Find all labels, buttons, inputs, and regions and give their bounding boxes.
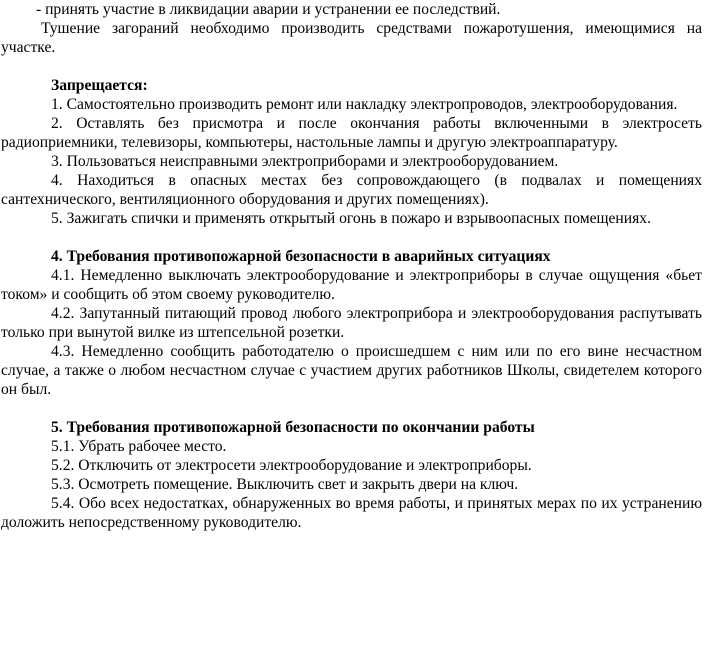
section-5: [1, 418, 702, 532]
section-4-heading: 4. Требования противопожарной безопасности в аварийных ситуациях: [51, 248, 551, 265]
section-5-item-4: 5.4. Обо всех недостатках, обнаруженных во время работы, и принятых мерах по их устранению доложить непосредственному руководителю.: [1, 495, 702, 531]
prohibited-item-5: 5. Зажигать спички и применять открытый огонь в пожаро и взрывоопасных помещениях.: [51, 210, 651, 227]
section-4-item-1: 4.1. Немедленно выключать электрооборудование и электроприборы в случае ощущения «бьет током» и сообщить об этом своему руководителю.: [1, 267, 702, 303]
prohibited-item-2: 2. Оставлять без присмотра и после окончания работы включенными в электросеть радиоприемники, телевизоры, компьютеры, настольные лампы и другую электроаппаратуру.: [1, 115, 702, 151]
intro-line-1: - принять участие в ликвидации аварии и устранении ее последствий.: [36, 1, 501, 18]
section-5-heading: 5. Требования противопожарной безопасности по окончании работы: [51, 419, 535, 436]
prohibited-item-4: 4. Находиться в опасных местах без сопровождающего (в подвалах и помещениях сантехнического, вентиляционного оборудования и других помещениях).: [1, 172, 702, 208]
spacer: [1, 399, 702, 418]
section-4-item-2: 4.2. Запутанный питающий провод любого электроприбора и электрооборудования распутывать только при вынутой вилке из штепсельной розетки.: [1, 305, 702, 341]
section-5-item-3: 5.3. Осмотреть помещение. Выключить свет и закрыть двери на ключ.: [51, 476, 519, 493]
section-5-item-2: 5.2. Отключить от электросети электрооборудование и электроприборы.: [51, 457, 532, 474]
spacer: [1, 57, 702, 76]
prohibited-section: [1, 76, 702, 228]
prohibited-item-3: 3. Пользоваться неисправными электроприборами и электрооборудованием.: [51, 153, 559, 170]
section-4-item-3: 4.3. Немедленно сообщить работодателю о происшедшем с ним или по его вине несчастном случае, а также о любом несчастном случае с участием других работников Школы, свидетелем которого он был.: [1, 343, 702, 398]
spacer: [1, 228, 702, 247]
intro-line-2: Тушение загораний необходимо производить средствами пожаротушения, имеющимися на участке.: [1, 20, 702, 56]
section-5-item-1: 5.1. Убрать рабочее место.: [51, 438, 227, 455]
prohibited-heading: Запрещается:: [51, 77, 148, 94]
prohibited-item-1: 1. Самостоятельно производить ремонт или накладку электропроводов, электрооборудования.: [51, 96, 678, 113]
section-4: [1, 247, 702, 399]
